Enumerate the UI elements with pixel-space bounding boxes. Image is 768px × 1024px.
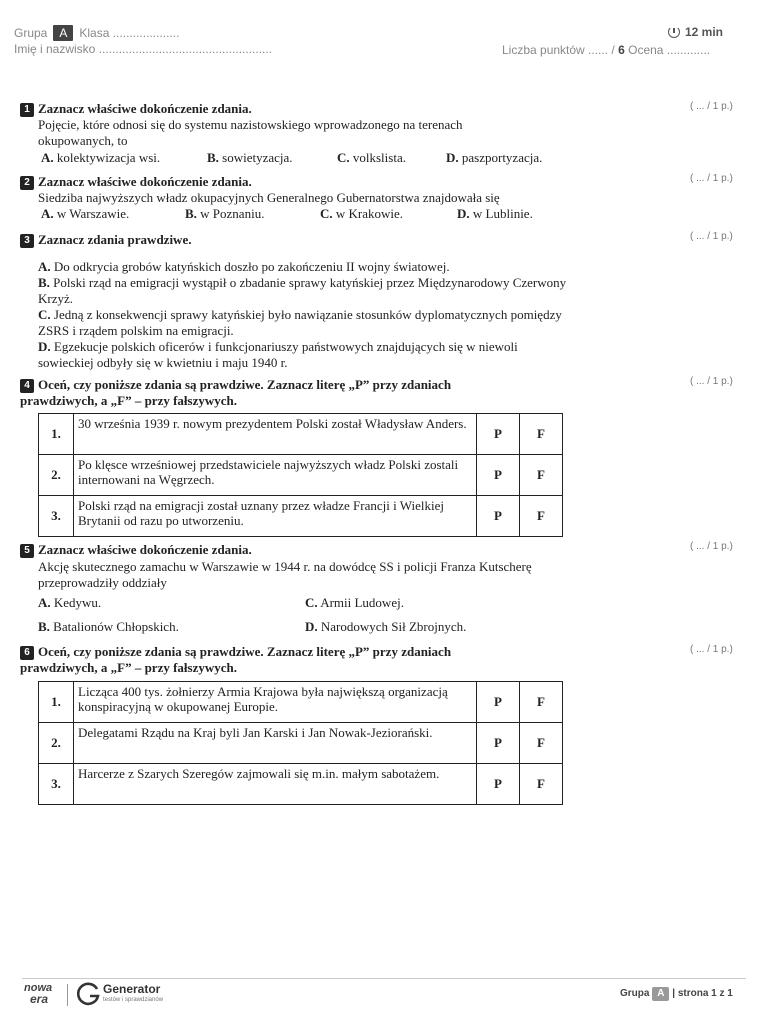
q6-title: Oceń, czy poniższe zdania są prawdziwe. Zaznacz literę „P” przy zdaniach prawdziwych, a „F” – przy fałszywych.: [20, 644, 452, 675]
true-option[interactable]: P: [477, 682, 520, 723]
timer-icon: [668, 26, 680, 38]
q1-option-b[interactable]: B. sowietyzacja.: [207, 150, 293, 165]
q5-option-b[interactable]: B. Batalionów Chłopskich.: [38, 619, 179, 634]
points-label: Liczba punktów ...... /: [502, 43, 615, 57]
q1-title: Zaznacz właściwe dokończenie zdania.: [38, 101, 252, 116]
q1-number: 1: [20, 103, 34, 117]
row-number: 1.: [39, 414, 74, 455]
false-option[interactable]: F: [520, 455, 563, 496]
row-statement: Polski rząd na emigracji został uznany przez władze Francji i Wielkiej Brytanii od razu po utworzeniu.: [74, 496, 477, 537]
q5-title: Zaznacz właściwe dokończenie zdania.: [38, 542, 252, 557]
q5-number: 5: [20, 544, 34, 558]
q2-number: 2: [20, 176, 34, 190]
class-label: Klasa ....................: [79, 26, 180, 40]
group-label: Grupa: [14, 26, 48, 40]
q2-option-a[interactable]: A. w Warszawie.: [41, 206, 130, 221]
true-option[interactable]: P: [477, 414, 520, 455]
q1-text: Pojęcie, które odnosi się do systemu nazistowskiego wprowadzonego na terenach okupowanych, to: [38, 117, 463, 148]
q1-points: ( ... / 1 p.): [690, 101, 733, 112]
row-number: 2.: [39, 723, 74, 764]
name-line: Imię i nazwisko ....................................................: [14, 42, 273, 56]
q2-points: ( ... / 1 p.): [690, 173, 733, 184]
q6-points: ( ... / 1 p.): [690, 644, 733, 655]
generator-logo-icon: [77, 982, 101, 1006]
row-number: 3.: [39, 496, 74, 537]
row-number: 2.: [39, 455, 74, 496]
true-option[interactable]: P: [477, 455, 520, 496]
row-statement: 30 września 1939 r. nowym prezydentem Polski został Władysław Anders.: [74, 414, 477, 455]
q1-option-d[interactable]: D. paszportyzacja.: [446, 150, 543, 165]
group-class-line: [14, 25, 179, 41]
footer-page-info: [620, 987, 733, 1001]
table-row: [39, 414, 563, 455]
q5-option-a[interactable]: A. Kedywu.: [38, 595, 102, 610]
footer-group-label: Grupa: [620, 988, 650, 999]
generator-title: Generator: [103, 982, 161, 996]
q3-statements: [38, 259, 568, 371]
q5-points: ( ... / 1 p.): [690, 541, 733, 552]
true-option[interactable]: P: [477, 723, 520, 764]
row-number: 1.: [39, 682, 74, 723]
q3-number: 3: [20, 234, 34, 248]
q5-option-c[interactable]: C. Armii Ludowej.: [305, 595, 404, 610]
q4-title-line: [20, 377, 520, 409]
q2-option-d[interactable]: D. w Lublinie.: [457, 206, 533, 221]
row-statement: Delegatami Rządu na Kraj byli Jan Karski i Jan Nowak-Jeziorański.: [74, 723, 477, 764]
true-option[interactable]: P: [477, 764, 520, 805]
q3-option-c[interactable]: C. Jedną z konsekwencji sprawy katyńskiej było nawiązanie stosunków dyplomatycznych pomiędzy ZSRS i rządem polskim na emigracji.: [38, 307, 562, 338]
time-value: 12 min: [685, 25, 724, 39]
q5-title-line: [20, 542, 252, 558]
generator-subtitle: testów i sprawdzianów: [103, 997, 164, 1003]
q5-option-d[interactable]: D. Narodowych Sił Zbrojnych.: [305, 619, 467, 634]
q3-option-a[interactable]: A. Do odkrycia grobów katyńskich doszło po zakończeniu II wojny światowej.: [38, 259, 450, 274]
q6-table: [38, 681, 563, 805]
q2-title-line: [20, 174, 252, 190]
table-row: [39, 764, 563, 805]
footer-divider: [22, 978, 746, 979]
q2-option-b[interactable]: B. w Poznaniu.: [185, 206, 265, 221]
logo-separator: [67, 984, 68, 1006]
q2-option-c[interactable]: C. w Krakowie.: [320, 206, 404, 221]
q4-points: ( ... / 1 p.): [690, 376, 733, 387]
false-option[interactable]: F: [520, 764, 563, 805]
grade-label: Ocena .............: [628, 43, 711, 57]
table-row: [39, 496, 563, 537]
q3-title: Zaznacz zdania prawdziwe.: [38, 232, 192, 247]
false-option[interactable]: F: [520, 496, 563, 537]
footer-page-number: | strona 1 z 1: [672, 988, 733, 999]
time-limit: [668, 25, 723, 39]
q3-option-d[interactable]: D. Egzekucje polskich oficerów i funkcjonariuszy państwowych znajdujących się w niewoli sowieckiej odbyły się w kwietniu i maju 1940 r.: [38, 339, 518, 370]
q5-text: Akcję skutecznego zamachu w Warszawie w 1944 r. na dowódcę SS i policji Franza Kutscherę przeprowadziły oddziały: [38, 559, 532, 590]
false-option[interactable]: F: [520, 414, 563, 455]
row-statement: Po klęsce wrześniowej przedstawiciele najwyższych władz Polski zostali internowani na Węgrzech.: [74, 455, 477, 496]
nowa-era-logo: nowa era: [24, 982, 53, 1006]
q4-title: Oceń, czy poniższe zdania są prawdziwe. Zaznacz literę „P” przy zdaniach prawdziwych, a „F” – przy fałszywych.: [20, 377, 452, 408]
points-max: 6: [618, 43, 625, 57]
row-number: 3.: [39, 764, 74, 805]
points-grade-line: [502, 43, 710, 57]
false-option[interactable]: F: [520, 682, 563, 723]
q6-number: 6: [20, 646, 34, 660]
false-option[interactable]: F: [520, 723, 563, 764]
table-row: [39, 682, 563, 723]
q2-text: Siedziba najwyższych władz okupacyjnych Generalnego Gubernatorstwa znajdowała się: [38, 190, 500, 205]
q4-number: 4: [20, 379, 34, 393]
table-row: [39, 723, 563, 764]
row-statement: Licząca 400 tys. żołnierzy Armia Krajowa była największą organizacją konspiracyjną w okupowanej Europie.: [74, 682, 477, 723]
table-row: [39, 455, 563, 496]
q4-table: [38, 413, 563, 537]
generator-brand: [103, 983, 163, 1004]
q3-option-b[interactable]: B. Polski rząd na emigracji wystąpił o zbadanie sprawy katyńskiej przez Międzynarodowy Czerwony Krzyż.: [38, 275, 567, 306]
q3-title-line: [20, 232, 191, 248]
q2-title: Zaznacz właściwe dokończenie zdania.: [38, 174, 252, 189]
row-statement: Harcerze z Szarych Szeregów zajmowali się m.in. małym sabotażem.: [74, 764, 477, 805]
true-option[interactable]: P: [477, 496, 520, 537]
q1-title-line: [20, 101, 252, 117]
q6-title-line: [20, 644, 520, 676]
q1-option-a[interactable]: A. kolektywizacja wsi.: [41, 150, 161, 165]
footer-group-badge: A: [652, 987, 669, 1001]
q1-option-c[interactable]: C. volkslista.: [337, 150, 406, 165]
q3-points: ( ... / 1 p.): [690, 231, 733, 242]
group-badge: A: [53, 25, 73, 41]
